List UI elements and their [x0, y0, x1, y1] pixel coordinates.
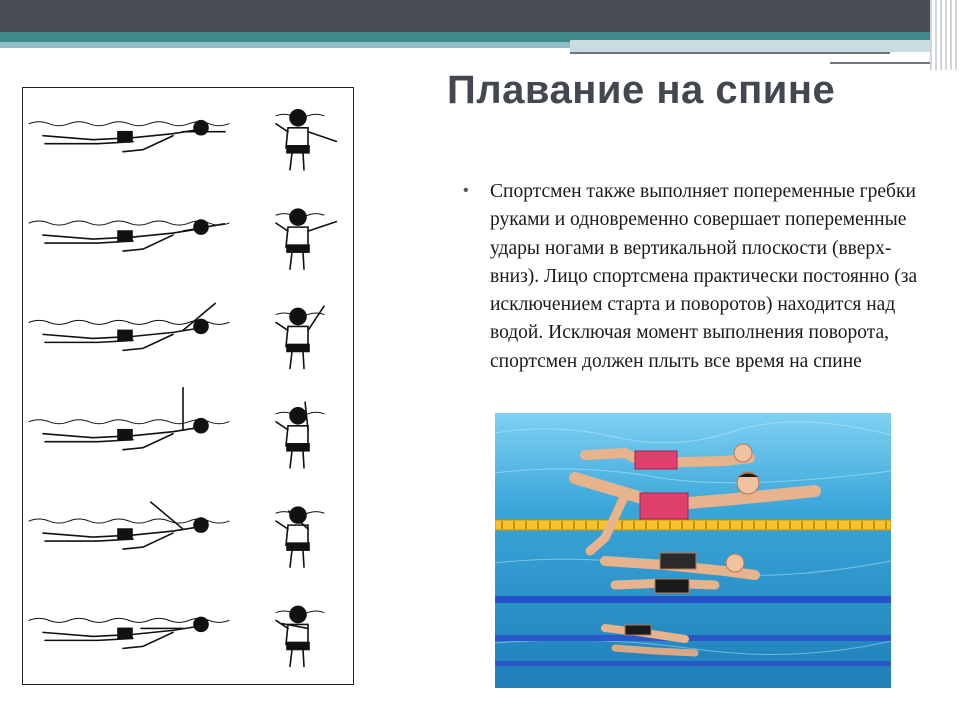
lane-float — [501, 521, 503, 529]
lane-float — [693, 521, 695, 529]
lane-float — [657, 521, 659, 529]
lane-rope-blue-3 — [495, 661, 891, 666]
lane-float — [645, 521, 647, 529]
swimmer-trunks — [118, 430, 132, 440]
lane-float — [513, 521, 515, 529]
swimmer-trunks — [118, 628, 132, 638]
lane-float — [537, 521, 539, 529]
swimmer-trunks — [287, 543, 309, 550]
slide-body-text: Спортсмен также выполняет попеременные гребки руками и одновременно совершает попеременные удары ногами в вертикальной плоскости (вверх-вниз). Лицо спортсмена практически постоянно (за исключением старта и поворотов) находится над водой. Исключая момент выполнения поворота, спортсмен должен плыть все время на спине — [490, 181, 918, 372]
front-view-frame — [276, 606, 324, 666]
swimmer-head — [194, 419, 208, 433]
lane-float — [813, 521, 815, 529]
lane-rope-yellow — [495, 520, 891, 530]
lane-float — [705, 521, 707, 529]
swimmer-arm — [151, 502, 183, 529]
lane-float — [849, 521, 851, 529]
lane-float — [825, 521, 827, 529]
lane-float — [621, 521, 623, 529]
swimmer-torso — [286, 525, 308, 545]
swimmer-arm — [308, 222, 336, 232]
swimmer-head — [290, 308, 306, 324]
swimmer-trunks — [118, 231, 132, 241]
side-view-frame — [29, 617, 229, 648]
lane-float — [597, 521, 599, 529]
header-accent-band-right — [570, 40, 960, 52]
swimmer-legs — [290, 451, 304, 468]
lane-float — [669, 521, 671, 529]
swimmer-trunks — [287, 245, 309, 252]
swimmer-arm-left — [276, 124, 288, 132]
swimmer-trunks — [118, 529, 132, 539]
lane-float — [837, 521, 839, 529]
swimmer-arm-left — [276, 223, 288, 231]
swimmer-trunks — [287, 642, 309, 649]
pool-photo-drawing — [495, 413, 891, 688]
side-view-frame — [29, 388, 229, 450]
swimmer-trunks — [118, 330, 132, 340]
lane-float — [885, 521, 887, 529]
lane-float — [633, 521, 635, 529]
swimmer-trunks — [118, 132, 132, 142]
lane-rope-blue-2 — [495, 635, 891, 641]
lane-float — [717, 521, 719, 529]
swimmer-legs — [290, 252, 304, 269]
slide-title: Плавание на спине — [447, 68, 836, 112]
front-view-frame — [276, 507, 324, 567]
lane-float — [765, 521, 767, 529]
side-view-frame — [29, 303, 229, 350]
front-view-frame — [276, 306, 324, 368]
swimmer-arm-left — [276, 521, 288, 529]
water-background — [495, 413, 891, 688]
header-rule — [570, 52, 890, 54]
underwater-swimmers-photo — [495, 413, 891, 688]
swimmer-arm — [308, 306, 324, 330]
swimmer-head — [194, 518, 208, 532]
lane-float — [777, 521, 779, 529]
swimmer-legs — [290, 351, 304, 368]
side-view-frame — [29, 502, 229, 549]
lane-float — [573, 521, 575, 529]
swimmer-trunks — [287, 344, 309, 351]
swimmer-legs — [290, 649, 304, 666]
swimmer-head — [194, 121, 208, 135]
lane-float — [525, 521, 527, 529]
lane-float — [681, 521, 683, 529]
header-accent-band-light — [0, 42, 570, 48]
lane-float — [801, 521, 803, 529]
lane-float — [729, 521, 731, 529]
swimmer-head — [290, 606, 306, 622]
lane-float — [741, 521, 743, 529]
swimmer-torso — [286, 326, 308, 346]
lane-float — [549, 521, 551, 529]
front-view-frame — [276, 402, 324, 468]
lane-float — [861, 521, 863, 529]
lane-float — [753, 521, 755, 529]
front-view-frame — [276, 209, 336, 269]
lane-float — [789, 521, 791, 529]
swimmer-legs — [290, 153, 304, 170]
side-view-frame — [29, 220, 229, 251]
swimmer-torso — [286, 227, 308, 247]
header-rule-short — [830, 62, 940, 64]
header-corner-pattern — [930, 0, 960, 70]
swimmer-torso — [286, 426, 308, 446]
swimmer-arm-left — [276, 322, 288, 330]
swimmer-arm-left — [276, 422, 288, 430]
swimmer-arm — [308, 132, 336, 142]
front-view-frame — [276, 110, 336, 170]
lane-float — [873, 521, 875, 529]
swimmer-trunks — [287, 444, 309, 451]
swimmer-head — [290, 408, 306, 424]
lane-float — [585, 521, 587, 529]
swimmer-legs — [290, 550, 304, 567]
lane-rope-blue-1 — [495, 596, 891, 603]
backstroke-technique-illustration — [22, 87, 354, 685]
swimmer-head — [194, 617, 208, 631]
bullet-marker: • — [463, 182, 469, 199]
side-view-frame — [29, 121, 229, 152]
lane-float — [561, 521, 563, 529]
swimmer-sequence-drawing — [23, 88, 353, 684]
swimmer-trunks — [287, 146, 309, 153]
swimmer-head — [194, 319, 208, 333]
swimmer-head — [290, 209, 306, 225]
header-bar — [0, 0, 960, 32]
swimmer-torso — [286, 128, 308, 148]
swimmer-head — [290, 110, 306, 126]
